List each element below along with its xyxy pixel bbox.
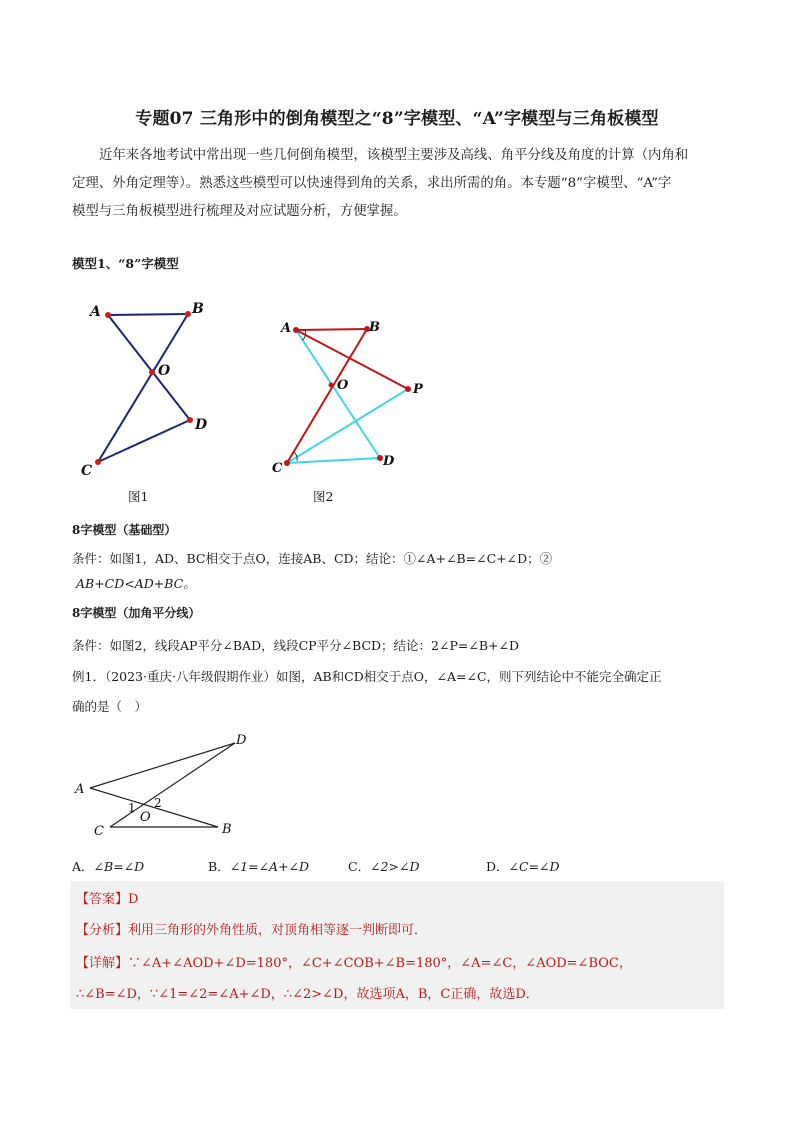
detail-text-1: ∵∠A+∠AOD+∠D=180°，∠C+∠COB+∠B=180°，∠A=∠C，∠AOD=∠BOC， — [128, 956, 632, 971]
segment-bc — [98, 314, 188, 462]
point-o — [149, 369, 155, 375]
page-title: 专题07 三角形中的倒角模型之“8”字模型、“A”字模型与三角板模型 — [135, 109, 659, 129]
basic-model-heading: 8字模型（基础型） — [72, 523, 177, 537]
point-c — [95, 459, 101, 465]
option-a — [72, 857, 144, 875]
segment-ad — [90, 743, 235, 788]
label-b: B — [222, 822, 232, 837]
label-d: D — [383, 454, 395, 469]
point-d — [187, 417, 193, 423]
analysis-text: 利用三角形的外角性质，对顶角相等逐一判断即可． — [128, 923, 428, 938]
intro-line-1: 近年来各地考试中常出现一些几何倒角模型，该模型主要涉及高线、角平分线及角度的计算（内角和 — [99, 148, 689, 163]
basic-condition-line-2: AB+CD<AD+BC。 — [76, 576, 196, 591]
point-c — [284, 460, 290, 466]
bisector-condition: 条件：如图2，线段AP平分∠BAD，线段CP平分∠BCD；结论：2∠P=∠B+∠D — [72, 638, 519, 653]
label-p: P — [413, 382, 423, 397]
point-o — [329, 383, 334, 388]
point-a — [105, 312, 111, 318]
option-b-letter: B． — [208, 859, 230, 874]
analysis-tag: 【分析】 — [76, 923, 129, 938]
point-a — [293, 327, 299, 333]
bisector-model-heading: 8字模型（加角平分线） — [72, 606, 201, 620]
option-b — [208, 857, 309, 875]
figure-2-caption: 图2 — [313, 489, 334, 504]
option-c-letter: C． — [348, 859, 371, 874]
segment-ap-red — [296, 330, 408, 389]
label-c: C — [272, 461, 283, 476]
label-angle-1: 1 — [128, 801, 136, 815]
label-c: C — [81, 463, 93, 479]
option-d-letter: D． — [486, 859, 509, 874]
detail-tag: 【详解】 — [76, 956, 129, 971]
label-c: C — [94, 824, 104, 839]
angle-mark-c — [294, 452, 297, 461]
option-c-text: ∠2>∠D — [370, 859, 420, 874]
option-b-text: ∠1=∠A+∠D — [229, 859, 310, 874]
figure-2-diagram — [265, 313, 435, 478]
segment-ad-cyan — [296, 330, 380, 458]
option-c — [348, 857, 419, 875]
option-d-text: ∠C=∠D — [508, 859, 560, 874]
segment-ab-red — [296, 329, 367, 330]
example-1-question-line-1: 例1．（2023·重庆·八年级假期作业）如图，AB和CD相交于点O，∠A=∠C，则下列结论中不能完全确定正 — [72, 669, 662, 684]
intro-line-2: 定理、外角定理等）。熟悉这些模型可以快速得到角的关系，求出所需的角。本专题“8”字模型、“A”字 — [72, 176, 672, 191]
label-o: O — [140, 810, 151, 825]
segment-cd-cyan — [287, 458, 380, 463]
intro-paragraph — [72, 142, 724, 226]
label-b: B — [369, 320, 380, 335]
label-a: A — [281, 321, 292, 336]
label-d: D — [236, 733, 247, 748]
segment-cp-cyan — [287, 389, 408, 463]
label-a: A — [90, 304, 101, 320]
analysis-line — [76, 919, 427, 938]
label-o: O — [158, 363, 171, 379]
option-a-text: ∠B=∠D — [93, 859, 145, 874]
model1-heading: 模型1、“8”字模型 — [72, 256, 179, 271]
answer-line: 【答案】D — [76, 892, 139, 907]
option-d — [486, 857, 560, 875]
figure-1-caption: 图1 — [128, 489, 149, 504]
basic-condition-line-1: 条件：如图1，AD、BC相交于点O，连接AB、CD；结论：①∠A+∠B=∠C+∠D；② — [72, 551, 553, 566]
label-a: A — [75, 782, 85, 797]
point-p — [405, 386, 411, 392]
example-1-diagram — [70, 730, 260, 840]
detail-line-2: ∴∠B=∠D，∵∠1=∠2=∠A+∠D，∴∠2>∠D，故选项A，B，C正确，故选D． — [76, 987, 539, 1002]
label-d: D — [195, 417, 208, 433]
label-b: B — [192, 301, 204, 317]
point-b — [185, 311, 191, 317]
segment-ab — [108, 314, 188, 315]
label-angle-2: 2 — [154, 796, 162, 810]
example-1-question-line-2: 确的是（ ） — [72, 699, 148, 714]
detail-line-1 — [76, 952, 722, 971]
option-a-letter: A． — [72, 859, 94, 874]
label-o: O — [337, 378, 349, 393]
figure-1-diagram — [70, 290, 230, 480]
segment-bc-red — [287, 329, 367, 463]
intro-line-3: 模型与三角板模型进行梳理及对应试题分析，方便掌握。 — [72, 204, 407, 219]
